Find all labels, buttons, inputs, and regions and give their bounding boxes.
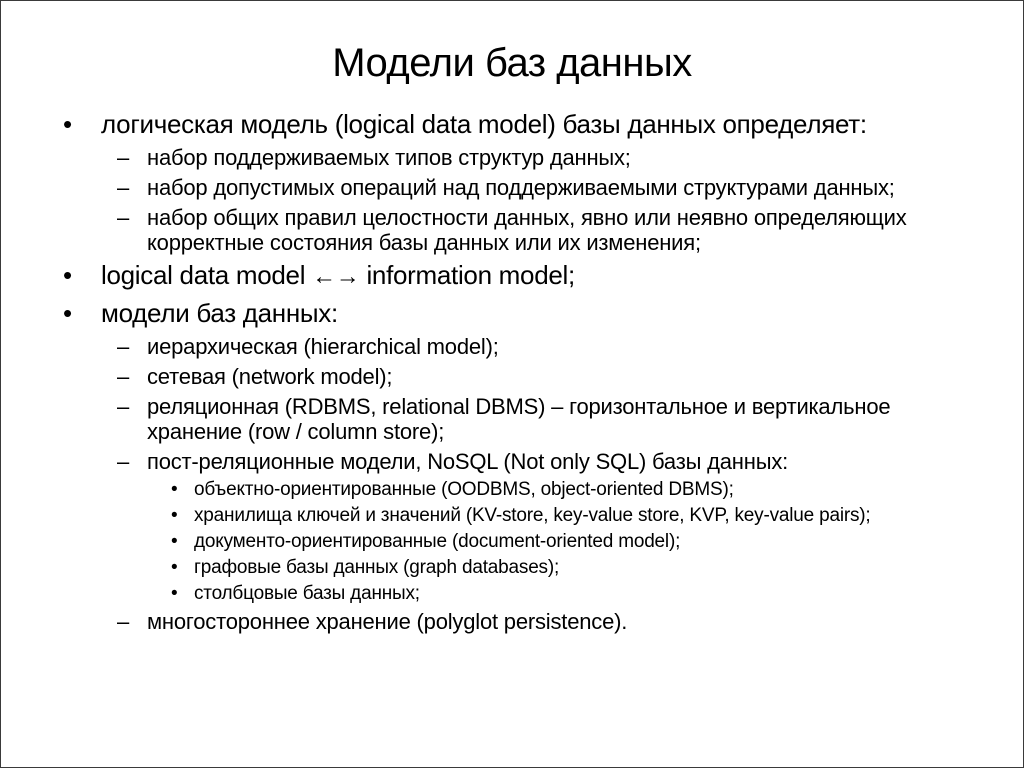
sub-item-hierarchical xyxy=(63,334,983,359)
sub-item-text: набор поддерживаемых типов структур данных; xyxy=(147,145,631,170)
sub-item-operations xyxy=(63,175,983,200)
bidirectional-arrow-icon: ←→ xyxy=(312,263,360,290)
sub-item-polyglot xyxy=(63,609,983,634)
dash-marker-icon: – xyxy=(117,364,130,389)
bullet-marker-icon: • xyxy=(63,109,72,139)
sub-item-text: пост-реляционные модели, NoSQL (Not only SQL) базы данных: xyxy=(147,449,789,474)
sub-sub-item-key-value xyxy=(63,505,983,527)
bullet-information-model xyxy=(63,260,983,292)
bullet-text: логическая модель (logical data model) базы данных определяет: xyxy=(101,109,867,139)
sub-item-text: сетевая (network model); xyxy=(147,364,393,389)
dash-marker-icon: – xyxy=(117,449,130,474)
small-bullet-icon: • xyxy=(171,557,178,578)
sub-item-text: реляционная (RDBMS, relational DBMS) – горизонтальное и вертикальное хранение (row / column store); xyxy=(147,394,891,444)
sub-sub-item-text: графовые базы данных (graph databases); xyxy=(194,557,560,578)
bullet-logical-model xyxy=(63,109,983,139)
sub-sub-item-text: столбцовые базы данных; xyxy=(194,583,420,604)
dash-marker-icon: – xyxy=(117,205,130,230)
sub-sub-item-text: объектно-ориентированные (OODBMS, object-oriented DBMS); xyxy=(194,479,734,500)
small-bullet-icon: • xyxy=(171,531,178,552)
sub-item-text: иерархическая (hierarchical model); xyxy=(147,334,499,359)
bullet-text-after: information model; xyxy=(359,260,575,290)
sub-item-post-relational xyxy=(63,449,983,474)
sub-item-text: набор общих правил целостности данных, явно или неявно определяющих корректные состояния базы данных или их изменения; xyxy=(147,205,907,255)
dash-marker-icon: – xyxy=(117,145,130,170)
small-bullet-icon: • xyxy=(171,505,178,526)
sub-sub-item-text: хранилища ключей и значений (KV-store, key-value store, KVP, key-value pairs); xyxy=(194,505,871,526)
dash-marker-icon: – xyxy=(117,334,130,359)
sub-item-text: многостороннее хранение (polyglot persistence). xyxy=(147,609,628,634)
sub-item-integrity-rules xyxy=(63,205,983,255)
sub-item-network xyxy=(63,364,983,389)
sub-sub-item-object-oriented xyxy=(63,479,983,501)
sub-sub-item-graph xyxy=(63,557,983,579)
sub-item-text: набор допустимых операций над поддерживаемыми структурами данных; xyxy=(147,175,895,200)
small-bullet-icon: • xyxy=(171,479,178,500)
sub-item-structure-types xyxy=(63,145,983,170)
sub-sub-item-text: документо-ориентированные (document-oriented model); xyxy=(194,531,681,552)
dash-marker-icon: – xyxy=(117,175,130,200)
dash-marker-icon: – xyxy=(117,609,130,634)
bullet-text: модели баз данных: xyxy=(101,298,338,328)
sub-sub-item-document xyxy=(63,531,983,553)
small-bullet-icon: • xyxy=(171,583,178,604)
dash-marker-icon: – xyxy=(117,394,130,419)
bullet-marker-icon: • xyxy=(63,260,72,290)
bullet-marker-icon: • xyxy=(63,298,72,328)
bullet-text-before: logical data model xyxy=(101,260,313,290)
bullet-database-models xyxy=(63,298,983,328)
bullet-list xyxy=(63,109,983,639)
slide-title: Модели баз данных xyxy=(332,41,692,85)
sub-item-relational xyxy=(63,394,983,444)
sub-sub-item-columnar xyxy=(63,583,983,605)
